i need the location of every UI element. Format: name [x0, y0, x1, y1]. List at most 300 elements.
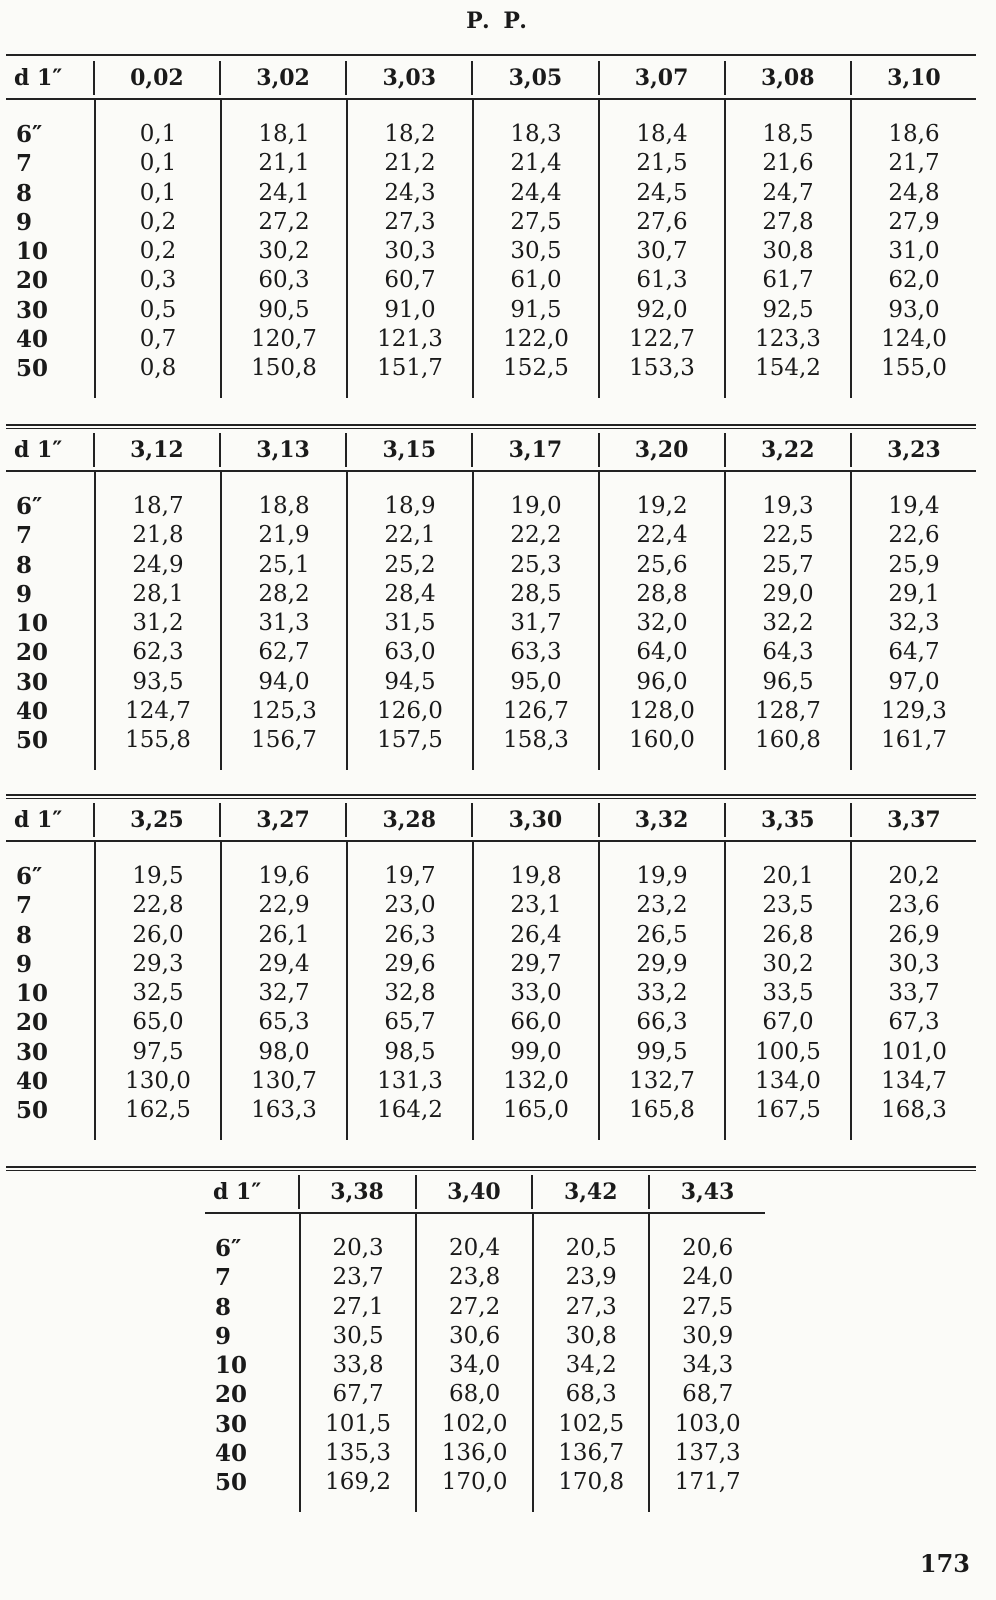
column-header: 3,02 — [219, 61, 345, 95]
table-cell: 27,6 — [636, 208, 688, 235]
table-cell: 93,5 — [132, 668, 184, 695]
table-cell: 32,7 — [258, 980, 310, 1007]
row-label: 50 — [16, 1097, 49, 1125]
table-cell: 0,1 — [139, 121, 177, 147]
value-column — [346, 472, 472, 770]
table-cell: 66,3 — [636, 1009, 688, 1036]
row-label: 8 — [16, 179, 33, 207]
table-cell: 161,7 — [881, 727, 947, 754]
row-label: 20 — [215, 1381, 248, 1409]
table-cell: 167,5 — [755, 1097, 821, 1124]
table-cell: 23,7 — [332, 1264, 384, 1291]
table-cell: 96,0 — [636, 668, 688, 695]
table-cell: 63,3 — [510, 639, 562, 666]
column-header: 3,43 — [648, 1175, 765, 1209]
table-cell: 27,5 — [510, 208, 562, 235]
row-label: 10 — [215, 1352, 248, 1380]
row-label: 9 — [16, 950, 33, 978]
table-cell: 18,5 — [762, 121, 814, 147]
table-cell: 64,3 — [762, 639, 814, 666]
table-cell: 61,3 — [636, 267, 688, 294]
table-cell: 92,0 — [636, 296, 688, 323]
column-header: 3,12 — [93, 433, 219, 467]
table-cell: 33,7 — [888, 980, 940, 1007]
table-cell: 27,2 — [258, 208, 310, 235]
table-block-4 — [205, 1172, 765, 1512]
table-cell: 24,0 — [682, 1264, 734, 1291]
table-cell: 126,0 — [377, 698, 443, 725]
table-cell: 21,9 — [258, 522, 310, 549]
table-cell: 24,8 — [888, 179, 940, 206]
table-cell: 34,0 — [449, 1352, 501, 1379]
table-cell: 95,0 — [510, 668, 562, 695]
table-body — [6, 100, 976, 398]
table-cell: 165,0 — [503, 1097, 569, 1124]
value-column — [724, 100, 850, 398]
table-cell: 125,3 — [251, 698, 317, 725]
row-label: 6″ — [16, 493, 43, 520]
table-cell: 20,4 — [449, 1235, 501, 1261]
table-cell: 130,7 — [251, 1068, 317, 1095]
column-header: 3,40 — [415, 1175, 532, 1209]
table-cell: 101,5 — [325, 1410, 392, 1437]
table-cell: 92,5 — [762, 296, 814, 323]
table-cell: 124,0 — [881, 326, 947, 353]
table-cell: 163,3 — [251, 1097, 317, 1124]
row-label: 40 — [16, 326, 49, 354]
table-cell: 33,2 — [636, 980, 688, 1007]
table-cell: 27,3 — [565, 1293, 617, 1320]
table-cell: 168,3 — [881, 1097, 947, 1124]
table-separator-rule — [6, 1166, 976, 1171]
table-cell: 121,3 — [377, 326, 443, 353]
header-label: d 1″ — [14, 437, 63, 463]
table-header-row — [6, 430, 976, 472]
table-cell: 20,3 — [332, 1235, 384, 1261]
value-column — [346, 842, 472, 1140]
table-cell: 30,5 — [332, 1322, 384, 1349]
table-cell: 150,8 — [251, 355, 317, 382]
row-label: 30 — [215, 1410, 248, 1438]
table-cell: 99,5 — [636, 1038, 688, 1065]
table-cell: 23,1 — [510, 892, 562, 919]
table-cell: 22,4 — [636, 522, 688, 549]
table-body — [6, 842, 976, 1140]
table-cell: 28,4 — [384, 580, 436, 607]
table-cell: 32,2 — [762, 610, 814, 637]
table-body — [6, 472, 976, 770]
row-label: 7 — [16, 150, 33, 178]
table-cell: 21,2 — [384, 150, 436, 177]
table-cell: 33,5 — [762, 980, 814, 1007]
value-column — [598, 472, 724, 770]
table-cell: 23,9 — [565, 1264, 617, 1291]
table-cell: 93,0 — [888, 296, 940, 323]
value-column — [415, 1214, 532, 1512]
table-cell: 19,6 — [258, 863, 310, 889]
table-cell: 30,3 — [888, 950, 940, 977]
table-cell: 25,9 — [888, 551, 940, 578]
column-header: 3,08 — [724, 61, 850, 95]
table-cell: 27,8 — [762, 208, 814, 235]
table-cell: 31,2 — [132, 610, 184, 637]
table-cell: 169,2 — [325, 1469, 392, 1496]
table-cell: 25,7 — [762, 551, 814, 578]
table-cell: 30,8 — [565, 1322, 617, 1349]
row-label: 6″ — [16, 121, 43, 148]
table-cell: 98,0 — [258, 1038, 310, 1065]
table-cell: 26,3 — [384, 921, 436, 948]
table-cell: 63,0 — [384, 639, 436, 666]
table-cell: 27,9 — [888, 208, 940, 235]
table-cell: 22,2 — [510, 522, 562, 549]
table-cell: 60,3 — [258, 267, 310, 294]
table-cell: 0,1 — [139, 150, 177, 177]
row-label: 30 — [16, 668, 49, 696]
table-cell: 30,7 — [636, 238, 688, 265]
running-head: P. P. — [466, 8, 530, 34]
table-cell: 18,1 — [258, 121, 310, 147]
table-cell: 102,0 — [441, 1410, 508, 1437]
table-cell: 120,7 — [251, 326, 317, 353]
table-cell: 29,6 — [384, 950, 436, 977]
table-cell: 31,7 — [510, 610, 562, 637]
value-column — [648, 1214, 765, 1512]
row-label: 10 — [16, 610, 49, 638]
table-cell: 20,5 — [565, 1235, 617, 1261]
table-cell: 152,5 — [503, 355, 569, 382]
table-cell: 19,0 — [510, 493, 562, 519]
table-cell: 22,6 — [888, 522, 940, 549]
table-cell: 100,5 — [755, 1038, 821, 1065]
table-cell: 24,4 — [510, 179, 562, 206]
table-cell: 155,8 — [125, 727, 191, 754]
row-label: 20 — [16, 267, 49, 295]
row-label: 7 — [215, 1264, 232, 1292]
table-cell: 22,5 — [762, 522, 814, 549]
table-cell: 18,9 — [384, 493, 436, 519]
table-cell: 31,0 — [888, 238, 940, 265]
table-cell: 29,1 — [888, 580, 940, 607]
table-cell: 151,7 — [377, 355, 443, 382]
row-label: 20 — [16, 1009, 49, 1037]
value-column — [94, 472, 220, 770]
table-cell: 65,7 — [384, 1009, 436, 1036]
table-cell: 128,7 — [755, 698, 821, 725]
value-column — [220, 100, 346, 398]
table-cell: 25,1 — [258, 551, 310, 578]
table-header-row — [6, 800, 976, 842]
table-block-3 — [6, 800, 976, 1140]
table-cell: 155,0 — [881, 355, 947, 382]
table-separator-rule — [6, 424, 976, 429]
row-label: 40 — [215, 1440, 248, 1468]
table-cell: 32,8 — [384, 980, 436, 1007]
value-column — [94, 100, 220, 398]
table-cell: 24,5 — [636, 179, 688, 206]
table-cell: 25,3 — [510, 551, 562, 578]
column-header: 0,02 — [93, 61, 219, 95]
table-cell: 170,8 — [558, 1469, 625, 1496]
table-cell: 21,7 — [888, 150, 940, 177]
column-header: 3,37 — [850, 803, 976, 837]
row-label: 10 — [16, 238, 49, 266]
table-cell: 19,9 — [636, 863, 688, 889]
value-column — [472, 100, 598, 398]
table-cell: 19,8 — [510, 863, 562, 889]
table-cell: 156,7 — [251, 727, 317, 754]
table-cell: 23,0 — [384, 892, 436, 919]
table-cell: 32,3 — [888, 610, 940, 637]
table-cell: 96,5 — [762, 668, 814, 695]
row-label: 8 — [16, 551, 33, 579]
table-cell: 27,2 — [449, 1293, 501, 1320]
table-cell: 18,8 — [258, 493, 310, 519]
table-cell: 18,4 — [636, 121, 688, 147]
table-block-1 — [6, 58, 976, 398]
value-column — [598, 842, 724, 1140]
table-cell: 21,8 — [132, 522, 184, 549]
table-cell: 23,2 — [636, 892, 688, 919]
table-cell: 97,0 — [888, 668, 940, 695]
table-cell: 129,3 — [881, 698, 947, 725]
table-cell: 30,2 — [258, 238, 310, 265]
table-cell: 29,3 — [132, 950, 184, 977]
table-cell: 0,8 — [139, 355, 177, 382]
table-cell: 157,5 — [377, 727, 443, 754]
row-label-column — [6, 100, 94, 398]
table-cell: 158,3 — [503, 727, 569, 754]
table-cell: 30,5 — [510, 238, 562, 265]
table-cell: 0,2 — [139, 238, 177, 265]
table-cell: 126,7 — [503, 698, 569, 725]
row-label: 8 — [215, 1293, 232, 1321]
row-label: 7 — [16, 892, 33, 920]
value-column — [472, 472, 598, 770]
top-rule — [6, 54, 976, 56]
table-cell: 130,0 — [125, 1068, 191, 1095]
column-header: 3,07 — [598, 61, 724, 95]
table-cell: 21,5 — [636, 150, 688, 177]
table-header-row — [205, 1172, 765, 1214]
table-cell: 102,5 — [558, 1410, 625, 1437]
table-cell: 20,6 — [682, 1235, 734, 1261]
table-cell: 0,3 — [139, 267, 177, 294]
table-cell: 64,7 — [888, 639, 940, 666]
table-cell: 29,9 — [636, 950, 688, 977]
row-label: 6″ — [215, 1235, 242, 1262]
column-header: 3,13 — [219, 433, 345, 467]
value-column — [220, 842, 346, 1140]
row-label: 6″ — [16, 863, 43, 890]
table-cell: 0,2 — [139, 208, 177, 235]
table-cell: 62,7 — [258, 639, 310, 666]
header-label: d 1″ — [14, 807, 63, 833]
table-cell: 24,1 — [258, 179, 310, 206]
table-cell: 170,0 — [441, 1469, 508, 1496]
table-body — [205, 1214, 765, 1512]
table-cell: 165,8 — [629, 1097, 695, 1124]
value-column — [850, 100, 976, 398]
table-cell: 18,7 — [132, 493, 184, 519]
table-cell: 34,2 — [565, 1352, 617, 1379]
column-header: 3,15 — [345, 433, 471, 467]
table-cell: 19,3 — [762, 493, 814, 519]
column-header: 3,30 — [471, 803, 597, 837]
table-cell: 164,2 — [377, 1097, 443, 1124]
value-column — [472, 842, 598, 1140]
table-cell: 27,1 — [332, 1293, 384, 1320]
table-cell: 98,5 — [384, 1038, 436, 1065]
row-label: 9 — [16, 580, 33, 608]
table-cell: 123,3 — [755, 326, 821, 353]
table-cell: 65,3 — [258, 1009, 310, 1036]
table-cell: 18,6 — [888, 121, 940, 147]
table-cell: 162,5 — [125, 1097, 191, 1124]
row-label-column — [6, 842, 94, 1140]
table-block-2 — [6, 430, 976, 770]
table-cell: 24,3 — [384, 179, 436, 206]
column-header: 3,10 — [850, 61, 976, 95]
table-cell: 64,0 — [636, 639, 688, 666]
value-column — [724, 842, 850, 1140]
table-cell: 30,8 — [762, 238, 814, 265]
table-cell: 61,7 — [762, 267, 814, 294]
table-cell: 30,9 — [682, 1322, 734, 1349]
table-header-row — [6, 58, 976, 100]
column-header: 3,28 — [345, 803, 471, 837]
table-cell: 22,9 — [258, 892, 310, 919]
table-cell: 19,7 — [384, 863, 436, 889]
table-cell: 68,7 — [682, 1381, 734, 1408]
table-cell: 90,5 — [258, 296, 310, 323]
table-cell: 22,1 — [384, 522, 436, 549]
table-cell: 31,5 — [384, 610, 436, 637]
table-cell: 61,0 — [510, 267, 562, 294]
column-header: 3,38 — [298, 1175, 415, 1209]
table-cell: 25,2 — [384, 551, 436, 578]
row-label: 20 — [16, 639, 49, 667]
table-cell: 29,0 — [762, 580, 814, 607]
header-label: d 1″ — [213, 1179, 262, 1205]
column-header: 3,42 — [531, 1175, 648, 1209]
table-cell: 0,5 — [139, 296, 177, 323]
table-cell: 136,0 — [441, 1440, 508, 1467]
value-column — [850, 472, 976, 770]
table-cell: 131,3 — [377, 1068, 443, 1095]
row-label: 50 — [215, 1469, 248, 1497]
table-cell: 23,8 — [449, 1264, 501, 1291]
column-header: 3,32 — [598, 803, 724, 837]
table-cell: 34,3 — [682, 1352, 734, 1379]
value-column — [598, 100, 724, 398]
table-cell: 23,6 — [888, 892, 940, 919]
table-cell: 19,2 — [636, 493, 688, 519]
table-cell: 30,3 — [384, 238, 436, 265]
table-cell: 21,4 — [510, 150, 562, 177]
row-label: 40 — [16, 698, 49, 726]
table-cell: 153,3 — [629, 355, 695, 382]
value-column — [94, 842, 220, 1140]
table-cell: 94,5 — [384, 668, 436, 695]
table-cell: 91,5 — [510, 296, 562, 323]
column-header: 3,27 — [219, 803, 345, 837]
page-number: 173 — [919, 1549, 970, 1578]
table-cell: 26,5 — [636, 921, 688, 948]
row-label-column — [6, 472, 94, 770]
table-cell: 154,2 — [755, 355, 821, 382]
table-cell: 19,5 — [132, 863, 184, 889]
table-cell: 128,0 — [629, 698, 695, 725]
table-cell: 24,7 — [762, 179, 814, 206]
table-separator-rule — [6, 794, 976, 799]
table-cell: 67,3 — [888, 1009, 940, 1036]
value-column — [532, 1214, 649, 1512]
column-header: 3,35 — [724, 803, 850, 837]
table-cell: 24,9 — [132, 551, 184, 578]
table-cell: 20,1 — [762, 863, 814, 889]
table-cell: 27,3 — [384, 208, 436, 235]
row-label-column — [205, 1214, 299, 1512]
table-cell: 26,8 — [762, 921, 814, 948]
table-cell: 135,3 — [325, 1440, 392, 1467]
table-cell: 33,0 — [510, 980, 562, 1007]
table-cell: 65,0 — [132, 1009, 184, 1036]
table-cell: 0,7 — [139, 326, 177, 353]
table-cell: 122,7 — [629, 326, 695, 353]
table-cell: 26,4 — [510, 921, 562, 948]
table-cell: 171,7 — [674, 1469, 741, 1496]
table-cell: 32,5 — [132, 980, 184, 1007]
table-cell: 62,0 — [888, 267, 940, 294]
table-cell: 136,7 — [558, 1440, 625, 1467]
table-cell: 132,7 — [629, 1068, 695, 1095]
table-cell: 28,1 — [132, 580, 184, 607]
table-cell: 25,6 — [636, 551, 688, 578]
row-label: 40 — [16, 1068, 49, 1096]
table-cell: 32,0 — [636, 610, 688, 637]
table-cell: 18,3 — [510, 121, 562, 147]
column-header: 3,17 — [471, 433, 597, 467]
table-cell: 22,8 — [132, 892, 184, 919]
header-label: d 1″ — [14, 65, 63, 91]
table-cell: 134,7 — [881, 1068, 947, 1095]
value-column — [346, 100, 472, 398]
row-label: 7 — [16, 522, 33, 550]
table-cell: 29,7 — [510, 950, 562, 977]
table-cell: 94,0 — [258, 668, 310, 695]
row-label: 9 — [215, 1322, 232, 1350]
table-cell: 28,5 — [510, 580, 562, 607]
value-column — [220, 472, 346, 770]
table-cell: 134,0 — [755, 1068, 821, 1095]
table-cell: 91,0 — [384, 296, 436, 323]
table-cell: 27,5 — [682, 1293, 734, 1320]
table-cell: 28,2 — [258, 580, 310, 607]
table-cell: 31,3 — [258, 610, 310, 637]
table-cell: 124,7 — [125, 698, 191, 725]
row-label: 8 — [16, 921, 33, 949]
column-header: 3,23 — [850, 433, 976, 467]
table-cell: 160,8 — [755, 727, 821, 754]
table-cell: 26,9 — [888, 921, 940, 948]
table-cell: 103,0 — [674, 1410, 741, 1437]
value-column — [299, 1214, 416, 1512]
row-label: 30 — [16, 1038, 49, 1066]
column-header: 3,25 — [93, 803, 219, 837]
table-cell: 67,0 — [762, 1009, 814, 1036]
table-cell: 28,8 — [636, 580, 688, 607]
